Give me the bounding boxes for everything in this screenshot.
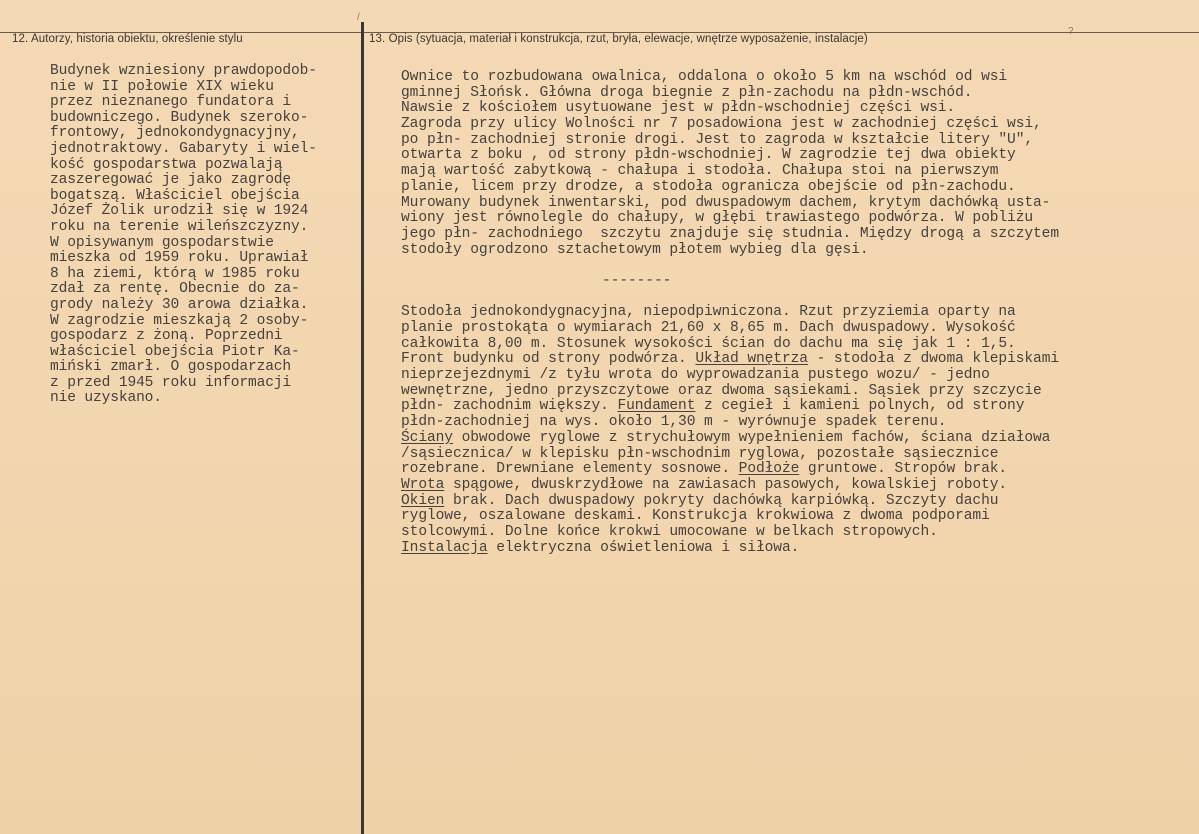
- barn-description-line: [401, 447, 1191, 463]
- pencil-mark: /: [357, 12, 360, 23]
- history-line: przez nieznanego fundatora i: [50, 94, 292, 111]
- history-line: bogatszą. Właściciel obejścia: [50, 187, 300, 204]
- history-line: W opisywanym gospodarstwie: [50, 234, 274, 251]
- underlined-term: Układ wnętrza: [695, 351, 808, 368]
- underlined-term: Instalacja: [401, 539, 488, 556]
- description-line: jego płn- zachodniego szczytu znajduje się studnia. Między drogą a szczytem: [401, 225, 1059, 242]
- description-line: Ownice to rozbudowana owalnica, oddalona o około 5 km na wschód od wsi: [401, 69, 1008, 85]
- description-line: mają wartość zabytkową - chałupa i stodoła. Chałupa stoi na pierwszym: [401, 163, 999, 180]
- history-line: Józef Żolik urodził się w 1924: [50, 203, 309, 220]
- paragraph-gap: [401, 258, 1191, 274]
- underlined-term: Podłoże: [738, 461, 800, 478]
- line-text: gruntowe. Stropów brak.: [799, 461, 1008, 478]
- history-line: jednotraktowy. Gabaryty i wiel-: [50, 140, 317, 157]
- column-divider: [361, 22, 364, 834]
- description-line: gminnej Słońsk. Główna droga biegnie z płn-zachodu na płdn-wschód.: [401, 84, 973, 101]
- line-text: całkowita 8,00 m. Stosunek wysokości ścian do dachu ma się jak 1 : 1,5.: [401, 335, 1016, 352]
- history-line: gospodarz z żoną. Poprzedni: [50, 328, 283, 345]
- line-text: wewnętrzne, jedno przyszczytowe oraz dwoma sąsiekami. Sąsiek przy szczycie: [401, 382, 1042, 399]
- section-12-heading: 12. Autorzy, historia obiektu, określenie stylu: [12, 33, 243, 45]
- section-separator: --------: [602, 272, 672, 289]
- line-text: elektryczna oświetleniowa i siłowa.: [487, 539, 800, 556]
- barn-description-line: [401, 478, 1191, 494]
- description-line: otwarta z boku , od strony płdn-wschodniej. W zagrodzie tej dwa obiekty: [401, 147, 1016, 164]
- history-line: mieszka od 1959 roku. Uprawiał: [50, 250, 309, 267]
- line-text: obwodowe ryglowe z strychułowym wypełnieniem fachów, ściana działowa: [452, 429, 1051, 446]
- barn-description-line: [401, 494, 1191, 510]
- line-text: stolcowymi. Dolne końce krokwi umocowane w belkach stropowych.: [401, 523, 938, 540]
- barn-description-line: [401, 525, 1191, 541]
- paragraph-gap: [401, 290, 1191, 306]
- line-text: z cegieł i kamieni polnych, od strony: [695, 398, 1025, 415]
- history-line: 8 ha ziemi, którą w 1985 roku: [50, 265, 300, 282]
- section-13-heading: 13. Opis (sytuacja, materiał i konstrukcja, rzut, bryła, elewacje, wnętrze wyposażenie, instalacje): [369, 33, 868, 45]
- history-line: nie uzyskano.: [50, 390, 162, 407]
- history-line: grody należy 30 arowa działka.: [50, 296, 309, 313]
- description-text: [401, 70, 1191, 556]
- line-text: nieprzejezdnymi /z tyłu wrota do wyprowadzania pustego wozu/ - jedno: [401, 367, 990, 384]
- barn-description-line: [401, 415, 1191, 431]
- history-line: budowniczego. Budynek szeroko-: [50, 109, 309, 126]
- line-text: płdn- zachodnim większy.: [401, 398, 618, 415]
- barn-description-line: [401, 541, 1191, 557]
- underlined-term: Okien: [401, 492, 445, 509]
- line-text: rozebrane. Drewniane elementy sosnowe.: [401, 461, 739, 478]
- line-text: planie prostokąta o wymiarach 21,60 x 8,65 m. Dach dwuspadowy. Wysokość: [401, 320, 1016, 336]
- history-line: Budynek wzniesiony prawdopodob-: [50, 63, 317, 79]
- underlined-term: Ściany: [401, 429, 453, 446]
- history-line: miński zmarł. O gospodarzach: [50, 359, 292, 376]
- description-line: planie, licem przy drodze, a stodoła ogranicza obejście od płn-zachodu.: [401, 178, 1016, 195]
- line-text: Front budynku od strony podwórza.: [401, 351, 696, 368]
- description-line: stodoły ogrodzono sztachetowym płotem wybieg dla gęsi.: [401, 241, 869, 258]
- description-line: Zagroda przy ulicy Wolności nr 7 posadowiona jest w zachodniej części wsi,: [401, 116, 1042, 133]
- barn-description-line: [401, 462, 1191, 478]
- pencil-mark: ?: [1068, 26, 1074, 37]
- history-text: [50, 64, 355, 407]
- description-line: po płn- zachodniej stronie drogi. Jest to zagroda w kształcie litery "U",: [401, 131, 1034, 148]
- description-line: Murowany budynek inwentarski, pod dwuspadowym dachem, krytym dachówką usta-: [401, 194, 1051, 211]
- barn-description-line: [401, 509, 1191, 525]
- line-text: płdn-zachodniej na wys. około 1,30 m - wyrównuje spadek terenu.: [401, 414, 947, 431]
- underlined-term: Fundament: [617, 398, 696, 415]
- history-line: nie w II połowie XIX wieku: [50, 78, 274, 95]
- underlined-term: Wrota: [401, 476, 445, 493]
- barn-description-line: [401, 305, 1191, 321]
- line-text: Stodoła jednokondygnacyjna, niepodpiwniczona. Rzut przyziemia oparty na: [401, 304, 1016, 321]
- description-line: wiony jest równolegle do chałupy, w głębi trawiastego podwórza. W pobliżu: [401, 210, 1034, 227]
- barn-description-line: [401, 399, 1191, 415]
- history-line: roku na terenie wileńszczyzny.: [50, 218, 309, 235]
- line-text: spągowe, dwuskrzydłowe na zawiasach pasowych, kowalskiej roboty.: [444, 476, 1008, 493]
- barn-description-line: [401, 431, 1191, 447]
- history-line: z przed 1945 roku informacji: [50, 374, 292, 391]
- barn-description-line: [401, 337, 1191, 353]
- barn-description-line: [401, 321, 1191, 337]
- history-line: W zagrodzie mieszkają 2 osoby-: [50, 312, 309, 329]
- barn-description-line: [401, 384, 1191, 400]
- line-text: brak. Dach dwuspadowy pokryty dachówką karpiówką. Szczyty dachu: [444, 492, 999, 509]
- history-line: frontowy, jednokondygnacyjny,: [50, 125, 300, 142]
- line-text: /sąsiecznica/ w klepisku płn-wschodnim ryglowa, pozostałe sąsiecznice: [401, 445, 999, 462]
- line-text: - stodoła z dwoma klepiskami: [807, 351, 1060, 368]
- history-line: zaszeregować je jako zagrodę: [50, 172, 292, 189]
- history-line: zdał za rentę. Obecnie do za-: [50, 281, 300, 298]
- barn-description-line: [401, 368, 1191, 384]
- history-line: kość gospodarstwa pozwalają: [50, 156, 283, 173]
- line-text: ryglowe, oszalowane deskami. Konstrukcja krokwiowa z dwoma podporami: [401, 508, 990, 525]
- barn-description-line: [401, 352, 1191, 368]
- description-line: Nawsie z kościołem usytuowane jest w płdn-wschodniej części wsi.: [401, 100, 956, 117]
- history-line: właściciel obejścia Piotr Ka-: [50, 343, 300, 360]
